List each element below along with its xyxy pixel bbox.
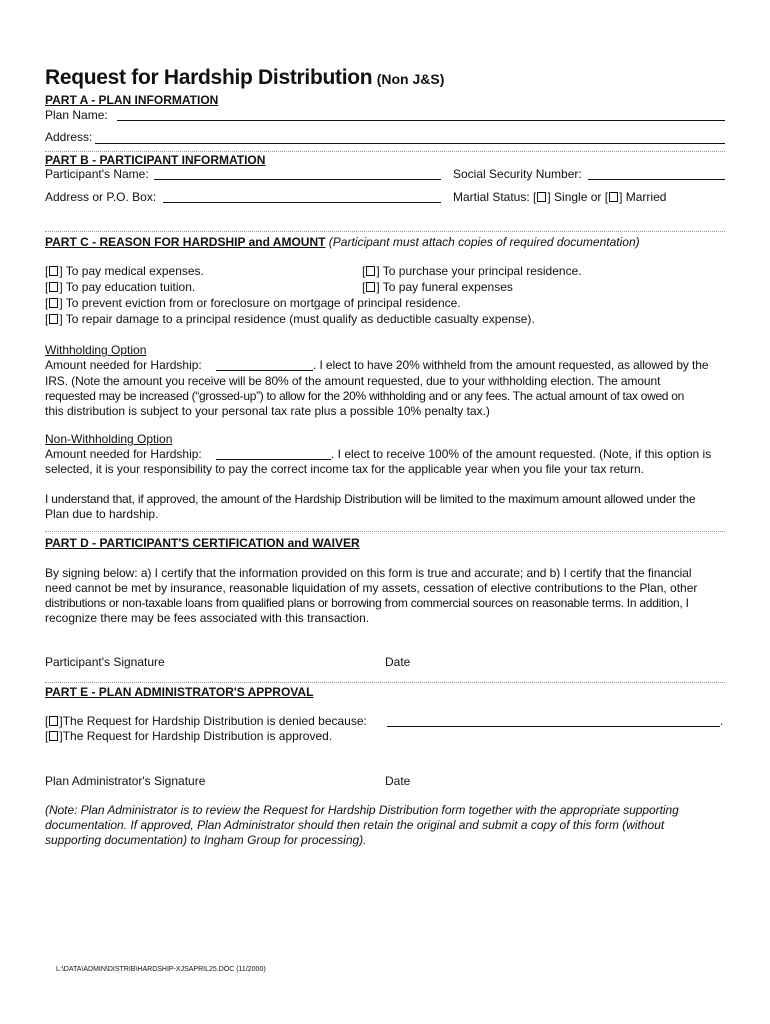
participant-address-label: Address or P.O. Box: — [45, 190, 157, 204]
participant-address-field[interactable] — [163, 202, 441, 203]
withholding-text-2: IRS. (Note the amount you receive will be 80% of the amount requested, due to your withholding election. The amount — [45, 374, 661, 388]
nonwithholding-amount-label: Amount needed for Hardship: — [45, 447, 202, 461]
plan-name-label: Plan Name: — [45, 108, 108, 122]
part-c-note: (Participant must attach copies of required documentation) — [328, 235, 640, 249]
plan-address-label: Address: — [45, 130, 93, 144]
approved-row: [ ]The Request for Hardship Distribution is approved. — [45, 729, 333, 743]
withholding-text-4: this distribution is subject to your personal tax rate plus a possible 10% penalty tax.) — [45, 404, 490, 418]
denied-reason-field[interactable] — [387, 726, 720, 727]
section-divider — [45, 531, 725, 532]
administrator-note-1: (Note: Plan Administrator is to review the Request for Hardship Distribution form together with the appropriate supporting — [45, 803, 679, 817]
section-divider — [45, 682, 725, 683]
participant-name-field[interactable] — [154, 179, 441, 180]
ssn-field[interactable] — [588, 179, 725, 180]
certification-text-2: need cannot be met by insurance, reasonable liquidation of my assets, cessation of elective contributions to the Plan, other — [45, 581, 698, 595]
medical-label: To pay medical expenses. — [65, 264, 204, 278]
section-divider — [45, 151, 725, 152]
withholding-amount-field[interactable] — [216, 370, 313, 371]
denied-end: . — [720, 714, 724, 728]
withholding-text-1: . I elect to have 20% withheld from the amount requested, as allowed by the — [313, 358, 709, 372]
nonwithholding-title: Non-Withholding Option — [45, 432, 173, 446]
reason-eviction: [ ] To prevent eviction from or foreclosure on mortgage of principal residence. — [45, 296, 461, 310]
withholding-amount-label: Amount needed for Hardship: — [45, 358, 202, 372]
participant-signature-label: Participant's Signature — [45, 655, 165, 669]
administrator-note-2: documentation. If approved, Plan Administrator should then retain the original and submit a copy of this form (without — [45, 818, 665, 832]
education-checkbox[interactable] — [49, 282, 58, 292]
repair-checkbox[interactable] — [49, 314, 58, 324]
nonwithholding-amount-field[interactable] — [216, 459, 331, 460]
denied-checkbox[interactable] — [49, 716, 58, 726]
denied-label: The Request for Hardship Distribution is denied because: — [62, 714, 367, 728]
certification-text-1: By signing below: a) I certify that the information provided on this form is true and accurate; and b) I certify that the financial — [45, 566, 692, 580]
part-d-heading: PART D - PARTICIPANT'S CERTIFICATION and WAIVER — [45, 536, 360, 550]
understand-text-2: Plan due to hardship. — [45, 507, 159, 521]
eviction-checkbox[interactable] — [49, 298, 58, 308]
married-checkbox[interactable] — [609, 192, 618, 202]
plan-name-field[interactable] — [117, 120, 725, 121]
reason-repair: [ ] To repair damage to a principal residence (must qualify as deductible casualty expense). — [45, 312, 535, 326]
plan-address-field[interactable] — [95, 143, 725, 144]
reason-funeral: [ ] To pay funeral expenses — [362, 280, 513, 294]
part-c-heading: PART C - REASON FOR HARDSHIP and AMOUNT — [45, 235, 326, 249]
certification-text-3: distributions or non-taxable loans from qualified plans or borrowing from commercial sources on reasonable terms. In addition, I — [45, 596, 689, 610]
denied-row: [ ]The Request for Hardship Distribution is denied because: — [45, 714, 367, 728]
funeral-checkbox[interactable] — [366, 282, 375, 292]
nonwithholding-text-1: . I elect to receive 100% of the amount requested. (Note, if this option is — [331, 447, 712, 461]
medical-checkbox[interactable] — [49, 266, 58, 276]
part-c-heading-row — [45, 235, 640, 249]
administrator-signature-label: Plan Administrator's Signature — [45, 774, 206, 788]
marital-label: Martial Status: [ — [453, 190, 537, 204]
participant-date-label: Date — [385, 655, 411, 669]
certification-text-4: recognize there may be fees associated with this transaction. — [45, 611, 370, 625]
single-label: ] Single or [ — [547, 190, 609, 204]
participant-name-label: Participant's Name: — [45, 167, 149, 181]
purchase-checkbox[interactable] — [366, 266, 375, 276]
ssn-label: Social Security Number: — [453, 167, 582, 181]
repair-label: To repair damage to a principal residence (must qualify as deductible casualty expense). — [65, 312, 535, 326]
form-title — [45, 66, 444, 90]
footer-file-path: L:\DATA\ADMIN\DISTRIB\HARDSHIP-XJSAPRIL25.DOC (11/2000) — [56, 966, 266, 973]
part-e-heading: PART E - PLAN ADMINISTRATOR'S APPROVAL — [45, 685, 314, 699]
funeral-label: To pay funeral expenses — [382, 280, 513, 294]
nonwithholding-text-2: selected, it is your responsibility to pay the correct income tax for the applicable year when you file your tax return. — [45, 462, 644, 476]
married-label: ] Married — [619, 190, 667, 204]
marital-status — [453, 190, 666, 204]
purchase-label: To purchase your principal residence. — [382, 264, 582, 278]
education-label: To pay education tuition. — [65, 280, 196, 294]
reason-purchase: [ ] To purchase your principal residence. — [362, 264, 582, 278]
reason-education: [ ] To pay education tuition. — [45, 280, 196, 294]
eviction-label: To prevent eviction from or foreclosure on mortgage of principal residence. — [65, 296, 461, 310]
withholding-text-3: requested may be increased (“grossed-up”) to allow for the 20% withholding and or any fees. The actual amount of tax owed on — [45, 389, 684, 403]
single-checkbox[interactable] — [537, 192, 546, 202]
understand-text-1: I understand that, if approved, the amount of the Hardship Distribution will be limited to the maximum amount allowed under the — [45, 492, 696, 506]
title-main: Request for Hardship Distribution — [45, 66, 373, 89]
administrator-note-3: supporting documentation) to Ingham Group for processing). — [45, 833, 367, 847]
part-b-heading: PART B - PARTICIPANT INFORMATION — [45, 153, 266, 167]
reason-medical: [ ] To pay medical expenses. — [45, 264, 204, 278]
part-a-heading: PART A - PLAN INFORMATION — [45, 93, 219, 107]
withholding-title: Withholding Option — [45, 343, 147, 357]
title-suffix: (Non J&S) — [376, 71, 445, 87]
approved-checkbox[interactable] — [49, 731, 58, 741]
approved-label: The Request for Hardship Distribution is approved. — [62, 729, 333, 743]
administrator-date-label: Date — [385, 774, 411, 788]
section-divider — [45, 231, 725, 232]
